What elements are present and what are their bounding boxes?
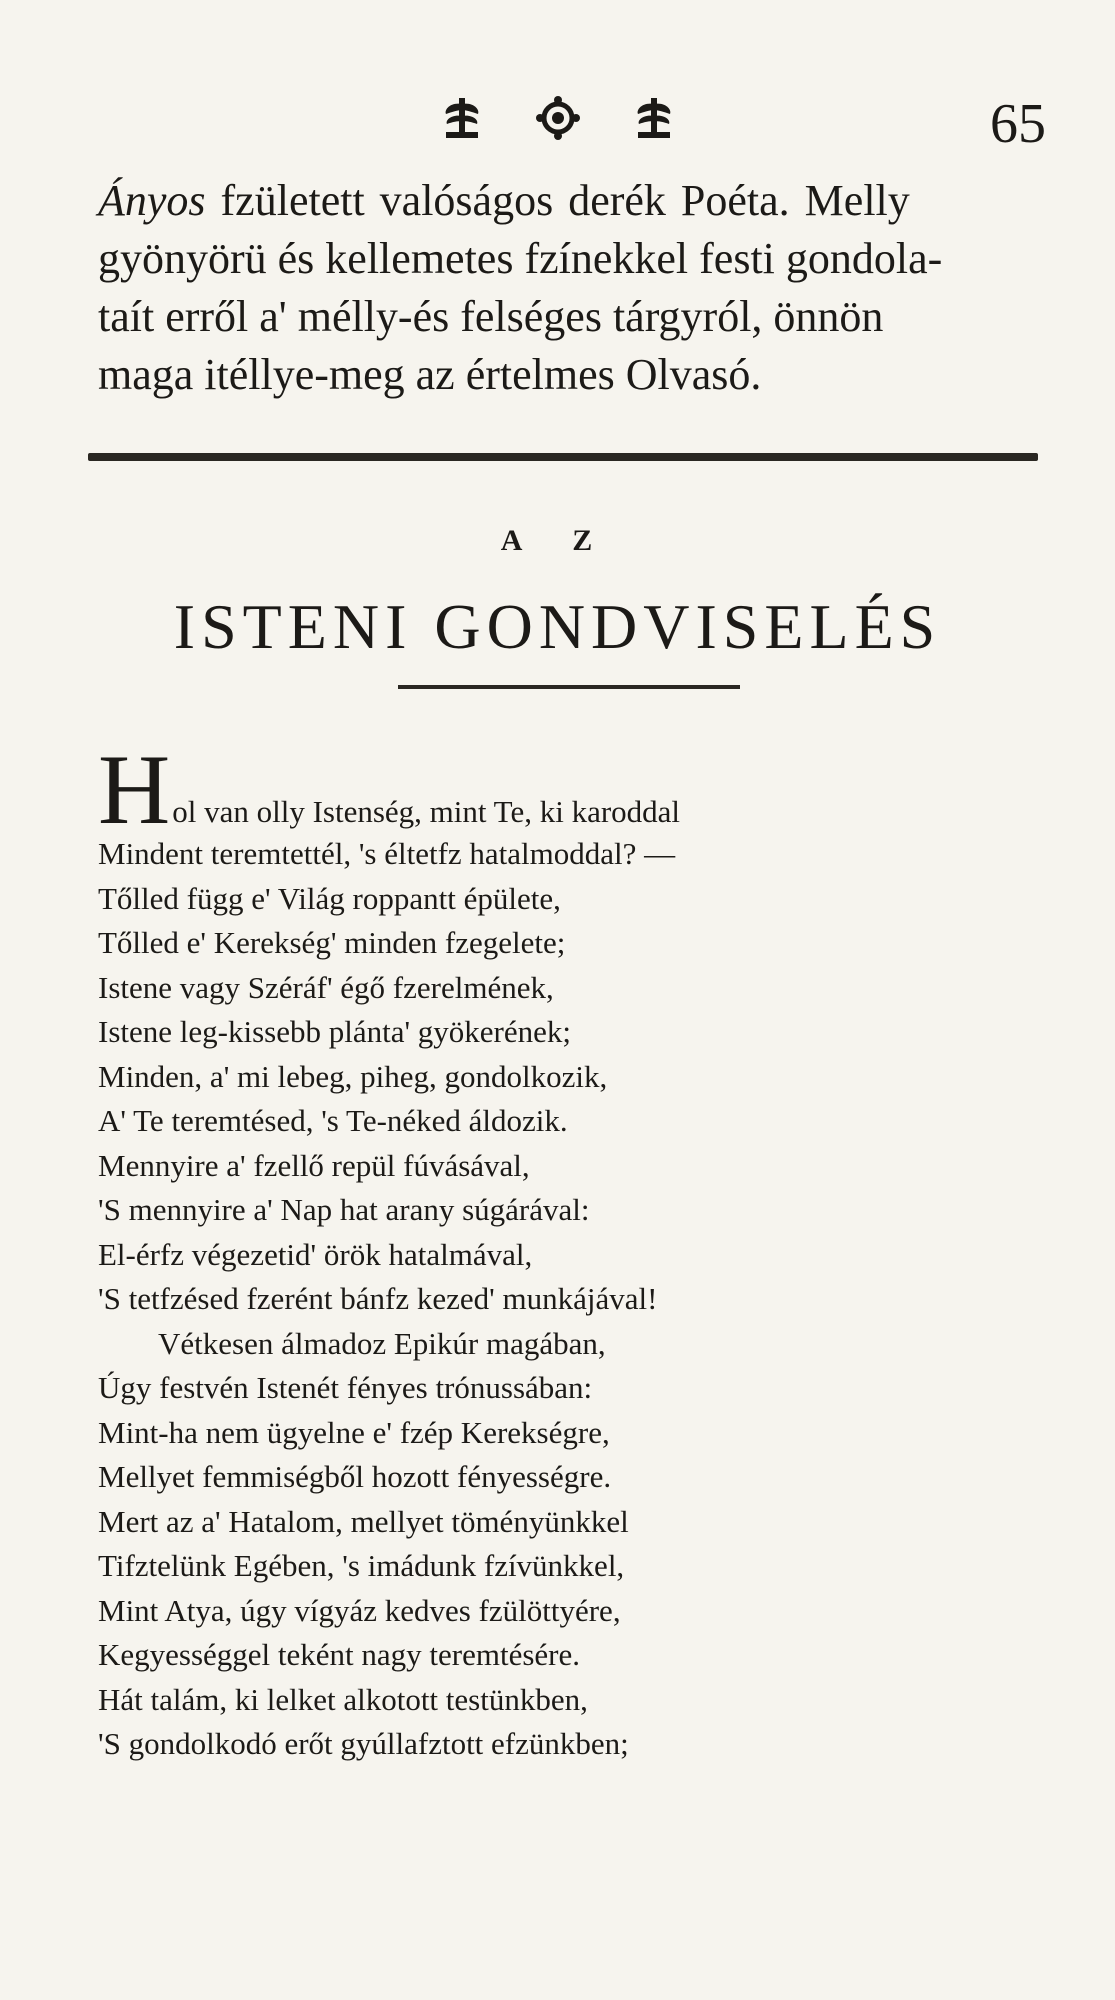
intro-line	[98, 172, 1048, 230]
section-divider	[88, 453, 1038, 461]
poem-line: 'S mennyire a' Nap hat arany súgárával:	[98, 1192, 590, 1227]
poem-line: Tőlled e' Kerekség' minden fzegelete;	[98, 925, 566, 960]
poem-body	[98, 732, 978, 1767]
drop-cap: H	[98, 734, 171, 845]
poem-line: Mellyet femmiségből hozott fényességre.	[98, 1459, 612, 1494]
poem-line: Istene leg-kissebb plánta' gyökerének;	[98, 1014, 572, 1049]
title-article: A Z	[500, 524, 615, 557]
poem-line: Mindent teremtettél, 's éltetfz hatalmoddal? —	[98, 836, 676, 871]
poem-line: Kegyességgel teként nagy teremtésére.	[98, 1637, 581, 1672]
intro-line-rest: fzületett valóságos derék Poéta. Melly	[205, 176, 910, 225]
poem-line: 'S gondolkodó erőt gyúllafztott efzünkben;	[98, 1726, 629, 1761]
poem-line: Hát talám, ki lelket alkotott testünkben,	[98, 1681, 588, 1717]
intro-line: maga itéllye-meg az értelmes Olvasó.	[98, 350, 762, 399]
leaf-ornament-icon	[440, 96, 484, 140]
poem-line: Istene vagy Széráf' égő fzerelmének,	[98, 969, 554, 1005]
poem-line: Minden, a' mi lebeg, piheg, gondolkozik,	[98, 1058, 608, 1094]
author-name: Ányos	[98, 176, 206, 225]
title-underline	[398, 685, 740, 689]
intro-line: gyönyörü és kellemetes fzínekkel festi gondola-	[98, 234, 943, 283]
poem-line: El-érfz végezetid' örök hatalmával,	[98, 1236, 533, 1272]
poem-line: ol van olly Istenség, mint Te, ki karoddal	[172, 794, 681, 829]
leaf-ornament-icon	[632, 96, 676, 140]
poem-line: Tőlled függ e' Világ roppantt épülete,	[98, 880, 561, 916]
flower-ornament-icon	[536, 96, 580, 140]
intro-line: taít erről a' mélly-és felséges tárgyról, önnön	[98, 292, 884, 341]
poem-line: Mert az a' Hatalom, mellyet töményünkkel	[98, 1503, 629, 1539]
poem-line: 'S tetfzésed fzerént bánfz kezed' munkájával!	[98, 1281, 658, 1316]
poem-title: ISTENI GONDVISELÉS	[173, 591, 942, 662]
page-number: 65	[990, 93, 1046, 155]
poem-line: Úgy festvén Istenét fényes trónussában:	[98, 1370, 593, 1405]
intro-paragraph	[98, 172, 1048, 404]
poem-line: Tifztelünk Egében, 's imádunk fzívünkkel,	[98, 1548, 625, 1583]
header-ornaments	[440, 96, 676, 140]
poem-first-line	[98, 732, 978, 845]
poem-line: Mennyire a' fzellő repül fúvásával,	[98, 1147, 530, 1183]
poem-line: A' Te teremtésed, 's Te-néked áldozik.	[98, 1103, 568, 1138]
poem-stanza-first-line: Vétkesen álmadoz Epikúr magában,	[158, 1325, 606, 1361]
poem-line: Mint-ha nem ügyelne e' fzép Kerekségre,	[98, 1414, 610, 1450]
poem-line: Mint Atya, úgy vígyáz kedves fzülöttyére,	[98, 1592, 621, 1628]
